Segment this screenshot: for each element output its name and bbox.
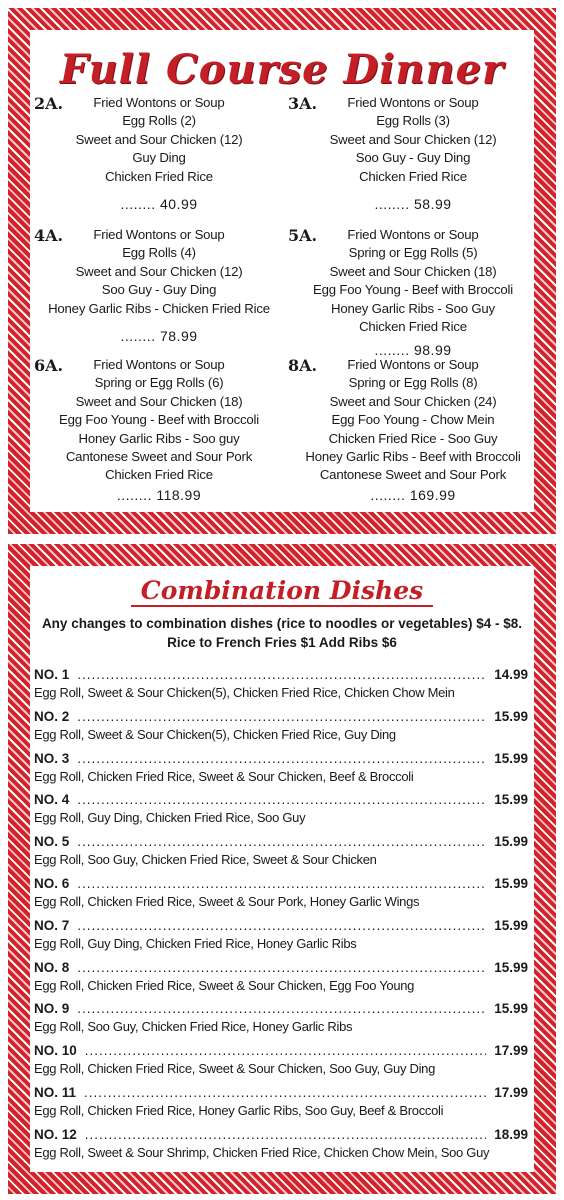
combo-price: 17.99 bbox=[494, 1084, 528, 1100]
dinner-line: Fried Wontons or Soup bbox=[347, 227, 479, 242]
combo-description: Egg Roll, Sweet & Sour Shrimp, Chicken Fried Rice, Chicken Chow Mein, Soo Guy bbox=[34, 1144, 490, 1160]
dinner-line: Egg Foo Young - Chow Mein bbox=[331, 412, 495, 428]
combo-price: 17.99 bbox=[494, 1043, 528, 1059]
combination-title-text: Combination Dishes bbox=[131, 576, 433, 607]
dinner-price: ........ 98.99 bbox=[374, 342, 452, 359]
dinner-price: ........ 58.99 bbox=[374, 196, 452, 213]
dinner-line: Fried Wontons or Soup bbox=[93, 357, 225, 372]
combination-item bbox=[34, 1126, 528, 1168]
leader-dots bbox=[77, 1000, 486, 1018]
combination-item bbox=[34, 1042, 528, 1084]
dinner-line: Spring or Egg Rolls (6) bbox=[94, 375, 224, 391]
combo-price: 15.99 bbox=[494, 917, 528, 933]
combo-description: Egg Roll, Chicken Fried Rice, Sweet & Sour Chicken, Egg Foo Young bbox=[34, 977, 415, 993]
combo-number: NO. 6 bbox=[34, 875, 70, 891]
dinner-contents bbox=[288, 226, 538, 336]
combo-price: 15.99 bbox=[494, 834, 528, 850]
combination-panel bbox=[8, 544, 556, 1194]
full-course-title: Full Course Dinner bbox=[59, 46, 505, 93]
combo-price: 15.99 bbox=[494, 792, 528, 808]
combination-item bbox=[34, 875, 528, 917]
dinner-line: Fried Wontons or Soup bbox=[347, 357, 479, 372]
dinner-line: Sweet and Sour Chicken (12) bbox=[75, 131, 243, 147]
combo-price: 15.99 bbox=[494, 959, 528, 975]
combination-item bbox=[34, 666, 528, 708]
combo-description: Egg Roll, Chicken Fried Rice, Sweet & Sour Chicken, Soo Guy, Guy Ding bbox=[34, 1061, 436, 1077]
dinner-line: Fried Wontons or Soup bbox=[93, 227, 225, 242]
dinner-contents bbox=[34, 226, 284, 318]
dinner-line: Sweet and Sour Chicken (12) bbox=[75, 263, 243, 279]
combo-number: NO. 2 bbox=[34, 708, 70, 724]
full-course-panel bbox=[8, 8, 556, 534]
combo-number: NO. 9 bbox=[34, 1001, 70, 1017]
dinner-item bbox=[34, 226, 284, 344]
combo-description: Egg Roll, Guy Ding, Chicken Fried Rice, Soo Guy bbox=[34, 810, 306, 826]
leader-dots bbox=[77, 959, 486, 977]
combo-price: 15.99 bbox=[494, 1001, 528, 1017]
combination-item bbox=[34, 959, 528, 1001]
dinner-code: 4A. bbox=[34, 226, 64, 245]
leader-dots bbox=[77, 875, 486, 893]
leader-dots bbox=[77, 917, 486, 935]
combo-number: NO. 3 bbox=[34, 750, 70, 766]
dinner-line: Egg Rolls (4) bbox=[122, 245, 196, 261]
combo-number: NO. 4 bbox=[34, 792, 70, 808]
dinner-list bbox=[30, 94, 534, 534]
combo-description: Egg Roll, Chicken Fried Rice, Honey Garlic Ribs, Soo Guy, Beef & Broccoli bbox=[34, 1102, 444, 1118]
dinner-line: Fried Wontons or Soup bbox=[93, 95, 225, 110]
dinner-line: Chicken Fried Rice bbox=[105, 168, 213, 184]
dinner-line: Fried Wontons or Soup bbox=[347, 95, 479, 110]
dinner-line: Sweet and Sour Chicken (12) bbox=[329, 131, 497, 147]
leader-dots bbox=[77, 750, 486, 768]
dinner-code: 5A. bbox=[288, 226, 318, 245]
dinner-code: 6A. bbox=[34, 356, 64, 375]
combination-item bbox=[34, 917, 528, 959]
dinner-contents bbox=[34, 356, 284, 485]
dinner-line: Sweet and Sour Chicken (18) bbox=[329, 263, 497, 279]
note-line: Rice to French Fries $1 Add Ribs $6 bbox=[167, 635, 397, 650]
dinner-price: ........ 78.99 bbox=[120, 328, 198, 345]
dinner-line: Honey Garlic Ribs - Soo guy bbox=[78, 430, 240, 446]
dinner-code: 8A. bbox=[288, 356, 318, 375]
combo-number: NO. 11 bbox=[34, 1084, 77, 1100]
combination-item bbox=[34, 750, 528, 792]
dinner-contents bbox=[34, 94, 284, 186]
combo-price: 18.99 bbox=[494, 1126, 528, 1142]
dinner-line: Sweet and Sour Chicken (18) bbox=[75, 393, 243, 409]
dinner-line: Spring or Egg Rolls (5) bbox=[348, 245, 478, 261]
combo-number: NO. 12 bbox=[34, 1126, 77, 1142]
dinner-price: ........ 40.99 bbox=[120, 196, 198, 213]
leader-dots bbox=[85, 1126, 486, 1144]
dinner-item bbox=[288, 226, 538, 358]
combination-item bbox=[34, 1000, 528, 1042]
combo-price: 15.99 bbox=[494, 750, 528, 766]
dinner-contents bbox=[288, 94, 538, 186]
dinner-line: Honey Garlic Ribs - Beef with Broccoli bbox=[305, 449, 521, 465]
dinner-item bbox=[34, 356, 284, 503]
combination-note bbox=[30, 614, 534, 652]
dinner-line: Cantonese Sweet and Sour Pork bbox=[319, 467, 507, 483]
combo-description: Egg Roll, Sweet & Sour Chicken(5), Chicken Fried Rice, Chicken Chow Mein bbox=[34, 685, 455, 700]
combination-item bbox=[34, 791, 528, 833]
combo-description: Egg Roll, Chicken Fried Rice, Sweet & Sour Chicken, Beef & Broccoli bbox=[34, 768, 414, 784]
combination-list bbox=[30, 666, 534, 1168]
dinner-item bbox=[34, 94, 284, 212]
combo-description: Egg Roll, Soo Guy, Chicken Fried Rice, Honey Garlic Ribs bbox=[34, 1019, 353, 1035]
dinner-price: ........ 169.99 bbox=[370, 486, 456, 503]
dinner-line: Chicken Fried Rice bbox=[359, 168, 467, 184]
combo-description: Egg Roll, Guy Ding, Chicken Fried Rice, Honey Garlic Ribs bbox=[34, 935, 357, 951]
dinner-contents bbox=[288, 356, 538, 485]
dinner-code: 2A. bbox=[34, 94, 64, 113]
dinner-code: 3A. bbox=[288, 94, 318, 113]
note-line: Any changes to combination dishes (rice to noodles or vegetables) $4 - $8. bbox=[41, 616, 523, 631]
dinner-line: Egg Rolls (3) bbox=[376, 113, 450, 129]
dinner-line: Guy Ding bbox=[132, 150, 186, 166]
dinner-line: Chicken Fried Rice bbox=[105, 467, 213, 483]
combo-description: Egg Roll, Soo Guy, Chicken Fried Rice, Sweet & Sour Chicken bbox=[34, 852, 377, 868]
combo-number: NO. 5 bbox=[34, 834, 70, 850]
combo-number: NO. 8 bbox=[34, 959, 70, 975]
leader-dots bbox=[77, 708, 486, 726]
dinner-line: Soo Guy - Guy Ding bbox=[355, 150, 471, 166]
combo-price: 15.99 bbox=[494, 708, 528, 724]
combo-number: NO. 1 bbox=[34, 667, 70, 682]
combo-number: NO. 7 bbox=[34, 917, 70, 933]
dinner-line: Chicken Fried Rice bbox=[359, 319, 467, 335]
dinner-line: Honey Garlic Ribs - Chicken Fried Rice bbox=[48, 300, 270, 316]
dinner-line: Sweet and Sour Chicken (24) bbox=[329, 393, 497, 409]
combo-description: Egg Roll, Sweet & Sour Chicken(5), Chicken Fried Rice, Guy Ding bbox=[34, 726, 396, 742]
combination-item bbox=[34, 833, 528, 875]
dinner-price: ........ 118.99 bbox=[116, 486, 202, 503]
leader-dots bbox=[77, 833, 486, 851]
combo-price: 14.99 bbox=[494, 667, 528, 682]
dinner-line: Honey Garlic Ribs - Soo Guy bbox=[331, 300, 495, 316]
dinner-line: Egg Foo Young - Beef with Broccoli bbox=[313, 282, 513, 298]
combo-number: NO. 10 bbox=[34, 1043, 77, 1059]
combination-item bbox=[34, 708, 528, 750]
dinner-item bbox=[288, 356, 538, 503]
dinner-line: Spring or Egg Rolls (8) bbox=[348, 375, 478, 391]
dinner-line: Egg Foo Young - Beef with Broccoli bbox=[59, 412, 259, 428]
dinner-line: Egg Rolls (2) bbox=[122, 113, 196, 129]
combination-title bbox=[30, 574, 534, 608]
dinner-line: Chicken Fried Rice - Soo Guy bbox=[328, 430, 498, 446]
leader-dots bbox=[85, 1042, 486, 1060]
dinner-line: Cantonese Sweet and Sour Pork bbox=[65, 449, 253, 465]
combination-item bbox=[34, 1084, 528, 1126]
combo-price: 15.99 bbox=[494, 875, 528, 891]
leader-dots bbox=[84, 1084, 486, 1102]
leader-dots bbox=[77, 791, 486, 809]
dinner-line: Soo Guy - Guy Ding bbox=[101, 282, 217, 298]
combo-description: Egg Roll, Chicken Fried Rice, Sweet & Sour Pork, Honey Garlic Wings bbox=[34, 893, 420, 909]
dinner-item bbox=[288, 94, 538, 212]
leader-dots bbox=[77, 666, 486, 684]
